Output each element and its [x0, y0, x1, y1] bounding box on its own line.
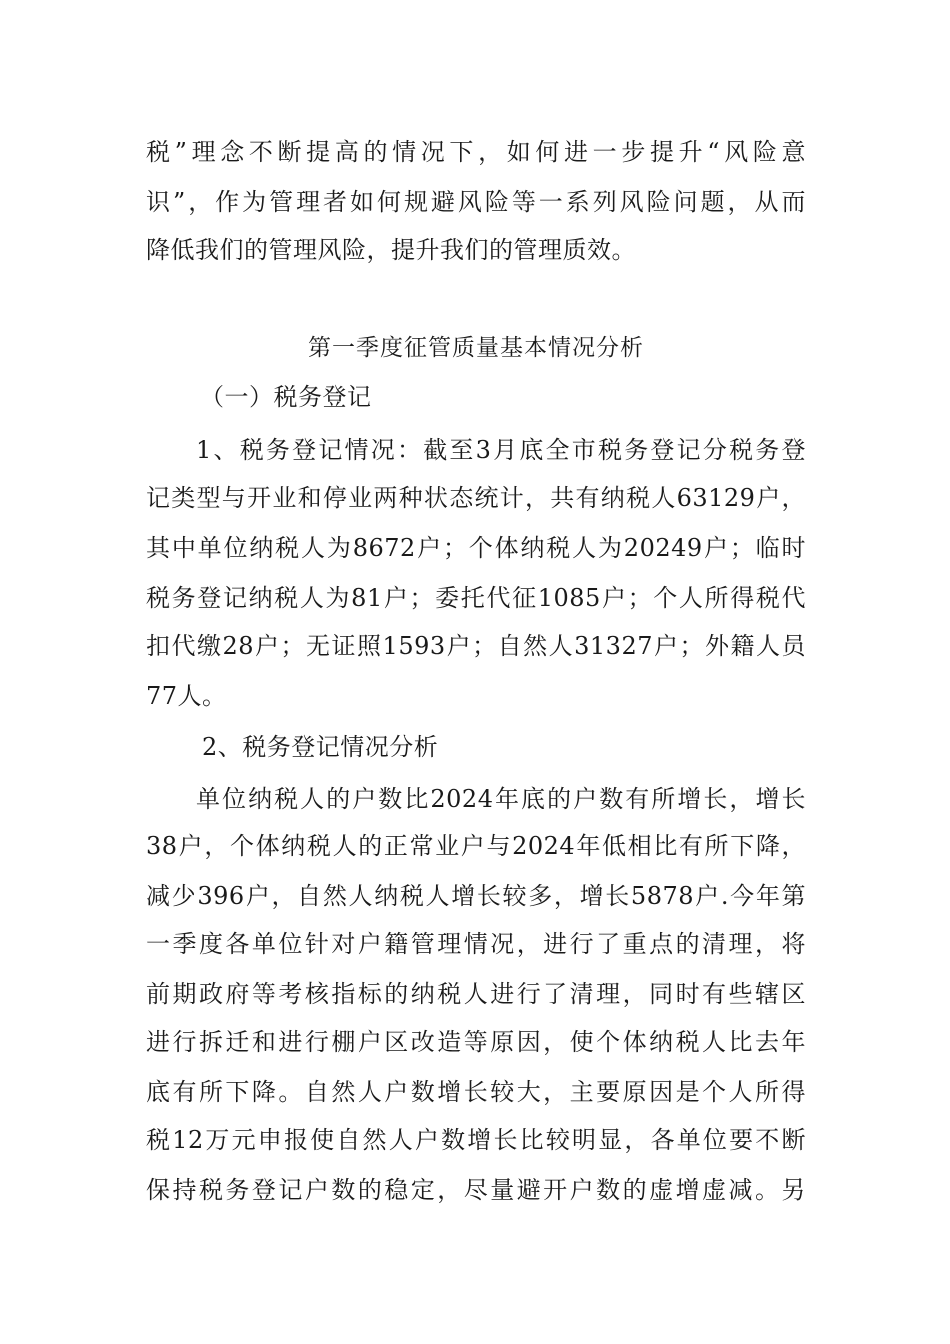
text-line: 识”，作为管理者如何规避风险等一系列风险问题，从而 — [146, 188, 806, 216]
text-line: 其中单位纳税人为8672户；个体纳税人为20249户；临时 — [146, 534, 806, 562]
text-line: 38户，个体纳税人的正常业户与2024年低相比有所下降， — [146, 832, 806, 860]
text-line: 1、税务登记情况：截至3月底全市税务登记分税务登 — [196, 436, 806, 464]
text-line: 降低我们的管理风险，提升我们的管理质效。 — [146, 236, 636, 264]
item-2-title: 2、税务登记情况分析 — [202, 733, 439, 761]
section-title: 第一季度征管质量基本情况分析 — [308, 335, 644, 361]
text-line: 税”理念不断提高的情况下，如何进一步提升“风险意 — [146, 138, 806, 166]
subsection-title: （一）税务登记 — [200, 383, 372, 411]
text-line: 保持税务登记户数的稳定，尽量避开户数的虚增虚减。另 — [146, 1176, 806, 1204]
text-line: 税12万元申报使自然人户数增长比较明显，各单位要不断 — [146, 1126, 806, 1154]
text-line: 扣代缴28户；无证照1593户；自然人31327户；外籍人员 — [146, 632, 806, 660]
text-line: 前期政府等考核指标的纳税人进行了清理，同时有些辖区 — [146, 980, 806, 1008]
text-line: 单位纳税人的户数比2024年底的户数有所增长，增长 — [196, 785, 806, 813]
text-line: 税务登记纳税人为81户；委托代征1085户；个人所得税代 — [146, 584, 806, 612]
text-line: 记类型与开业和停业两种状态统计，共有纳税人63129户， — [146, 484, 806, 512]
text-line: 底有所下降。自然人户数增长较大，主要原因是个人所得 — [146, 1078, 806, 1106]
text-line: 减少396户，自然人纳税人增长较多，增长5878户.今年第 — [146, 882, 806, 910]
text-line: 一季度各单位针对户籍管理情况，进行了重点的清理，将 — [146, 930, 806, 958]
text-line: 77人。 — [146, 682, 227, 710]
text-line: 进行拆迁和进行棚户区改造等原因，使个体纳税人比去年 — [146, 1028, 806, 1056]
